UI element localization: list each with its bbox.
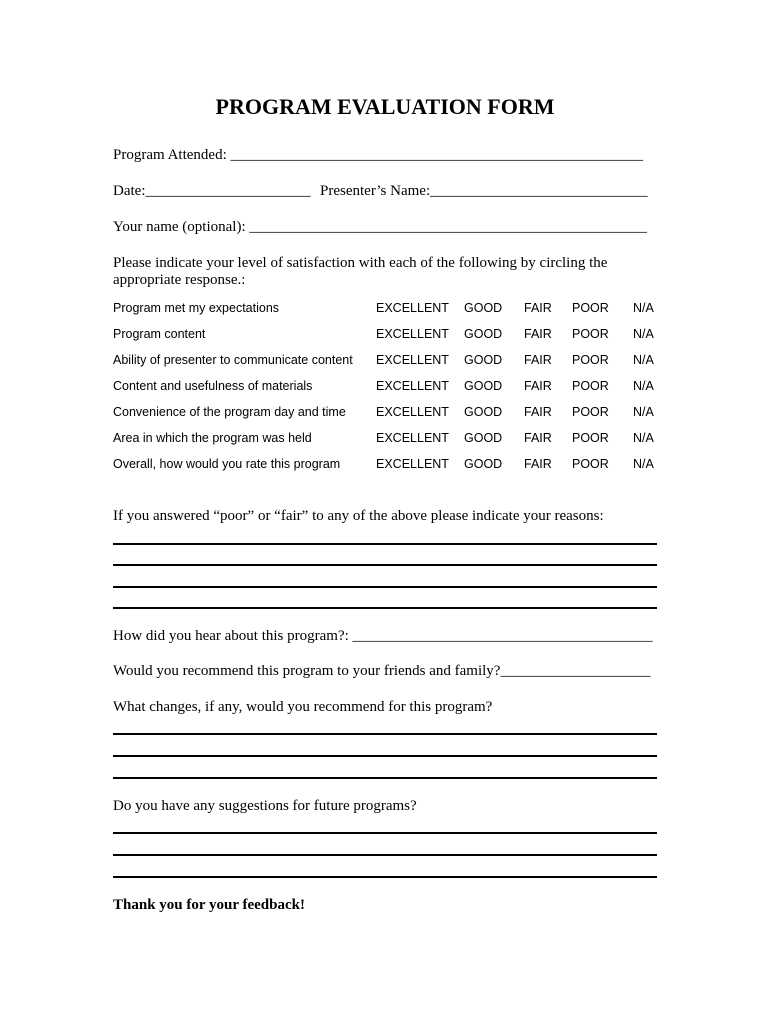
reasons-answer-line[interactable]: [113, 564, 657, 566]
suggestions-answer-line[interactable]: [113, 832, 657, 834]
rating-question: Ability of presenter to communicate content: [113, 353, 353, 367]
program-attended-field[interactable]: Program Attended: _______________________________________________________: [113, 147, 643, 163]
rating-question: Area in which the program was held: [113, 431, 312, 445]
satisfaction-instruction: Please indicate your level of satisfaction with each of the following by circling the appropriate response.:: [113, 255, 608, 288]
thank-you-note: Thank you for your feedback!: [113, 897, 305, 913]
suggestions-answer-line[interactable]: [113, 876, 657, 878]
option-fair[interactable]: FAIR: [524, 353, 552, 367]
rating-question: Program content: [113, 327, 206, 341]
rating-row: [113, 301, 673, 319]
option-poor[interactable]: POOR: [572, 301, 609, 315]
option-excellent[interactable]: EXCELLENT: [376, 353, 449, 367]
option-good[interactable]: GOOD: [464, 431, 503, 445]
reasons-prompt: If you answered “poor” or “fair” to any of the above please indicate your reasons:: [113, 508, 604, 524]
rating-question: Convenience of the program day and time: [113, 405, 346, 419]
option-good[interactable]: GOOD: [464, 301, 503, 315]
changes-answer-line[interactable]: [113, 755, 657, 757]
reasons-answer-line[interactable]: [113, 543, 657, 545]
option-good[interactable]: GOOD: [464, 379, 503, 393]
option-good[interactable]: GOOD: [464, 405, 503, 419]
changes-answer-line[interactable]: [113, 777, 657, 779]
option-excellent[interactable]: EXCELLENT: [376, 431, 449, 445]
option-fair[interactable]: FAIR: [524, 301, 552, 315]
rating-question: Program met my expectations: [113, 301, 280, 315]
rating-row: [113, 431, 673, 449]
option-na[interactable]: N/A: [633, 431, 654, 445]
rating-row: [113, 405, 673, 423]
option-na[interactable]: N/A: [633, 405, 654, 419]
reasons-answer-line[interactable]: [113, 586, 657, 588]
option-poor[interactable]: POOR: [572, 353, 609, 367]
option-poor[interactable]: POOR: [572, 405, 609, 419]
option-good[interactable]: GOOD: [464, 353, 503, 367]
rating-question: Overall, how would you rate this program: [113, 457, 341, 471]
changes-prompt: What changes, if any, would you recommend for this program?: [113, 699, 493, 715]
presenter-name-field[interactable]: Presenter’s Name:_____________________________: [320, 183, 648, 199]
hear-about-field[interactable]: How did you hear about this program?: ________________________________________: [113, 628, 653, 644]
option-poor[interactable]: POOR: [572, 327, 609, 341]
option-poor[interactable]: POOR: [572, 431, 609, 445]
option-excellent[interactable]: EXCELLENT: [376, 405, 449, 419]
option-fair[interactable]: FAIR: [524, 327, 552, 341]
rating-question: Content and usefulness of materials: [113, 379, 313, 393]
option-excellent[interactable]: EXCELLENT: [376, 301, 449, 315]
option-good[interactable]: GOOD: [464, 327, 503, 341]
option-excellent[interactable]: EXCELLENT: [376, 327, 449, 341]
rating-row: [113, 379, 673, 397]
suggestions-prompt: Do you have any suggestions for future programs?: [113, 798, 417, 814]
option-excellent[interactable]: EXCELLENT: [376, 457, 449, 471]
option-fair[interactable]: FAIR: [524, 405, 552, 419]
option-poor[interactable]: POOR: [572, 379, 609, 393]
date-field[interactable]: Date:______________________: [113, 183, 311, 199]
option-na[interactable]: N/A: [633, 379, 654, 393]
rating-row: [113, 353, 673, 371]
option-poor[interactable]: POOR: [572, 457, 609, 471]
suggestions-answer-line[interactable]: [113, 854, 657, 856]
option-na[interactable]: N/A: [633, 457, 654, 471]
rating-row: [113, 327, 673, 345]
rating-row: [113, 457, 673, 475]
option-na[interactable]: N/A: [633, 327, 654, 341]
option-fair[interactable]: FAIR: [524, 431, 552, 445]
option-fair[interactable]: FAIR: [524, 379, 552, 393]
form-title: PROGRAM EVALUATION FORM: [215, 94, 555, 119]
your-name-field[interactable]: Your name (optional): _____________________________________________________: [113, 219, 647, 235]
option-good[interactable]: GOOD: [464, 457, 503, 471]
changes-answer-line[interactable]: [113, 733, 657, 735]
option-na[interactable]: N/A: [633, 301, 654, 315]
reasons-answer-line[interactable]: [113, 607, 657, 609]
option-excellent[interactable]: EXCELLENT: [376, 379, 449, 393]
recommend-field[interactable]: Would you recommend this program to your friends and family?____________________: [113, 663, 651, 679]
option-fair[interactable]: FAIR: [524, 457, 552, 471]
option-na[interactable]: N/A: [633, 353, 654, 367]
